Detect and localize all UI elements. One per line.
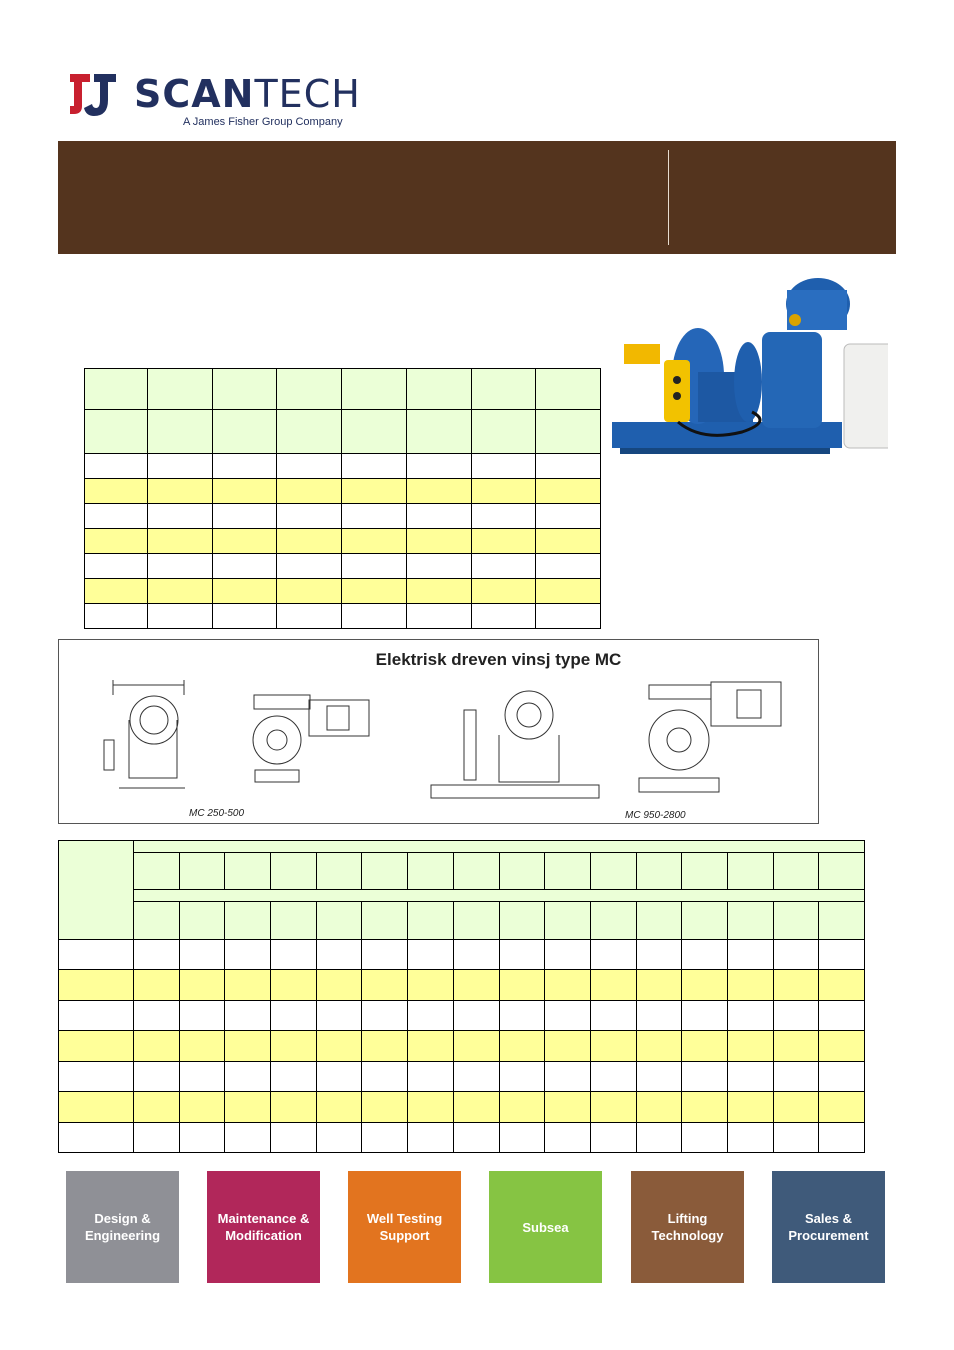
spec-table-upper [84,368,601,629]
tile-sales-procurement[interactable] [772,1171,885,1283]
spec-table-lower [58,840,865,954]
spec-table-lower-header [58,840,865,1153]
service-tiles [66,1171,886,1283]
tile-well-testing-support[interactable] [348,1171,461,1283]
winch-photo [612,272,888,458]
scantech-logo [68,70,368,130]
caption-mc-250-500: MC 250-500 [189,808,245,819]
tile-lifting-technology[interactable] [631,1171,744,1283]
tile-label: Well Testing Support [366,1211,443,1243]
technical-drawing [58,639,819,824]
brand-name [134,72,361,116]
tile-design-engineering[interactable] [66,1171,179,1283]
tile-label: Sales & Procurement [788,1211,869,1243]
tile-label: Maintenance & Modification [217,1211,310,1243]
brand-tagline: A James Fisher Group Company [183,116,343,128]
banner-divider [668,150,669,245]
tile-maintenance-modification[interactable] [207,1171,320,1283]
brand-name-light: TECH [254,72,361,116]
tile-subsea[interactable] [489,1171,602,1283]
tile-label: Lifting Technology [651,1211,724,1243]
winch-drawing-graphic [59,640,818,823]
header-banner [58,141,896,254]
brand-name-bold: SCAN [134,72,255,116]
drawing-title: Elektrisk dreven vinsj type MC [375,650,622,669]
caption-mc-950-2800: MC 950-2800 [625,810,686,821]
scantech-emblem-icon [68,70,118,118]
tile-label: Design & Engineering [84,1211,161,1243]
tile-label: Subsea [522,1219,569,1235]
